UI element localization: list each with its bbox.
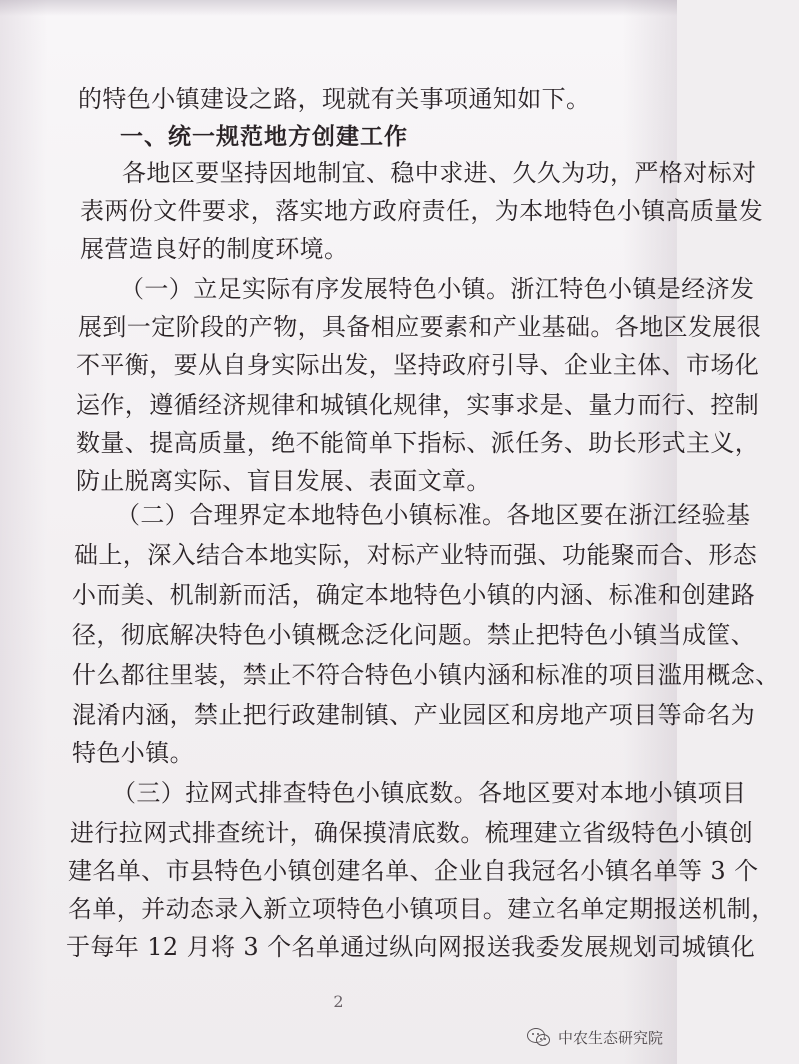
text-line: 进行拉网式排查统计，确保摸清底数。梳理建立省级特色小镇创 bbox=[70, 819, 754, 847]
section-heading: 一、统一规范地方创建工作 bbox=[120, 124, 408, 150]
text-line: 名单，并动态录入新立项特色小镇项目。建立名单定期报送机制， bbox=[68, 895, 776, 923]
text-line: 特色小镇。 bbox=[72, 739, 194, 767]
text-line: 不平衡，要从自身实际出发，坚持政府引导、企业主体、市场化 bbox=[76, 351, 760, 379]
text-line: 混淆内涵，禁止把行政建制镇、产业园区和房地产项目等命名为 bbox=[72, 701, 756, 729]
text-line: 各地区要坚持因地制宜、稳中求进、久久为功，严格对标对 bbox=[122, 159, 757, 187]
watermark-text: 中农生态研究院 bbox=[557, 1028, 663, 1047]
text-line: 展到一定阶段的产物，具备相应要素和产业基础。各地区发展很 bbox=[78, 313, 762, 341]
text-line: 防止脱离实际、盲目发展、表面文章。 bbox=[76, 467, 491, 495]
text-line: 于每年 12 月将 3 个名单通过纵向网报送我委发展规划司城镇化 bbox=[66, 933, 756, 961]
text-line: 建名单、市县特色小镇创建名单、企业自我冠名小镇名单等 3 个 bbox=[68, 857, 759, 885]
text-line: 展营造良好的制度环境。 bbox=[80, 235, 349, 263]
text-line: 表两份文件要求，落实地方政府责任，为本地特色小镇高质量发 bbox=[80, 197, 764, 225]
page-number: 2 bbox=[333, 992, 344, 1011]
page-edge-shadow bbox=[0, 0, 677, 16]
paragraph-start: （二）合理界定本地特色小镇标准。各地区要在浙江经验基 bbox=[116, 501, 751, 529]
wechat-icon bbox=[526, 1026, 552, 1048]
watermark bbox=[526, 1022, 663, 1052]
text-line: 的特色小镇建设之路，现就有关事项通知如下。 bbox=[78, 85, 591, 113]
text-line: 什么都往里装，禁止不符合特色小镇内涵和标准的项目滥用概念、 bbox=[72, 661, 780, 689]
text-line: 础上，深入结合本地实际，对标产业特而强、功能聚而合、形态 bbox=[74, 541, 758, 569]
text-line: 小而美、机制新而活，确定本地特色小镇的内涵、标准和创建路 bbox=[72, 581, 756, 609]
text-line: 数量、提高质量，绝不能简单下指标、派任务、助长形式主义， bbox=[76, 429, 760, 457]
paragraph-start: （一）立足实际有序发展特色小镇。浙江特色小镇是经济发 bbox=[120, 275, 755, 303]
text-line: 运作，遵循经济规律和城镇化规律，实事求是、量力而行、控制 bbox=[76, 391, 760, 419]
text-line: 径，彻底解决特色小镇概念泛化问题。禁止把特色小镇当成筐、 bbox=[72, 621, 756, 649]
paragraph-start: （三）拉网式排查特色小镇底数。各地区要对本地小镇项目 bbox=[112, 779, 747, 807]
